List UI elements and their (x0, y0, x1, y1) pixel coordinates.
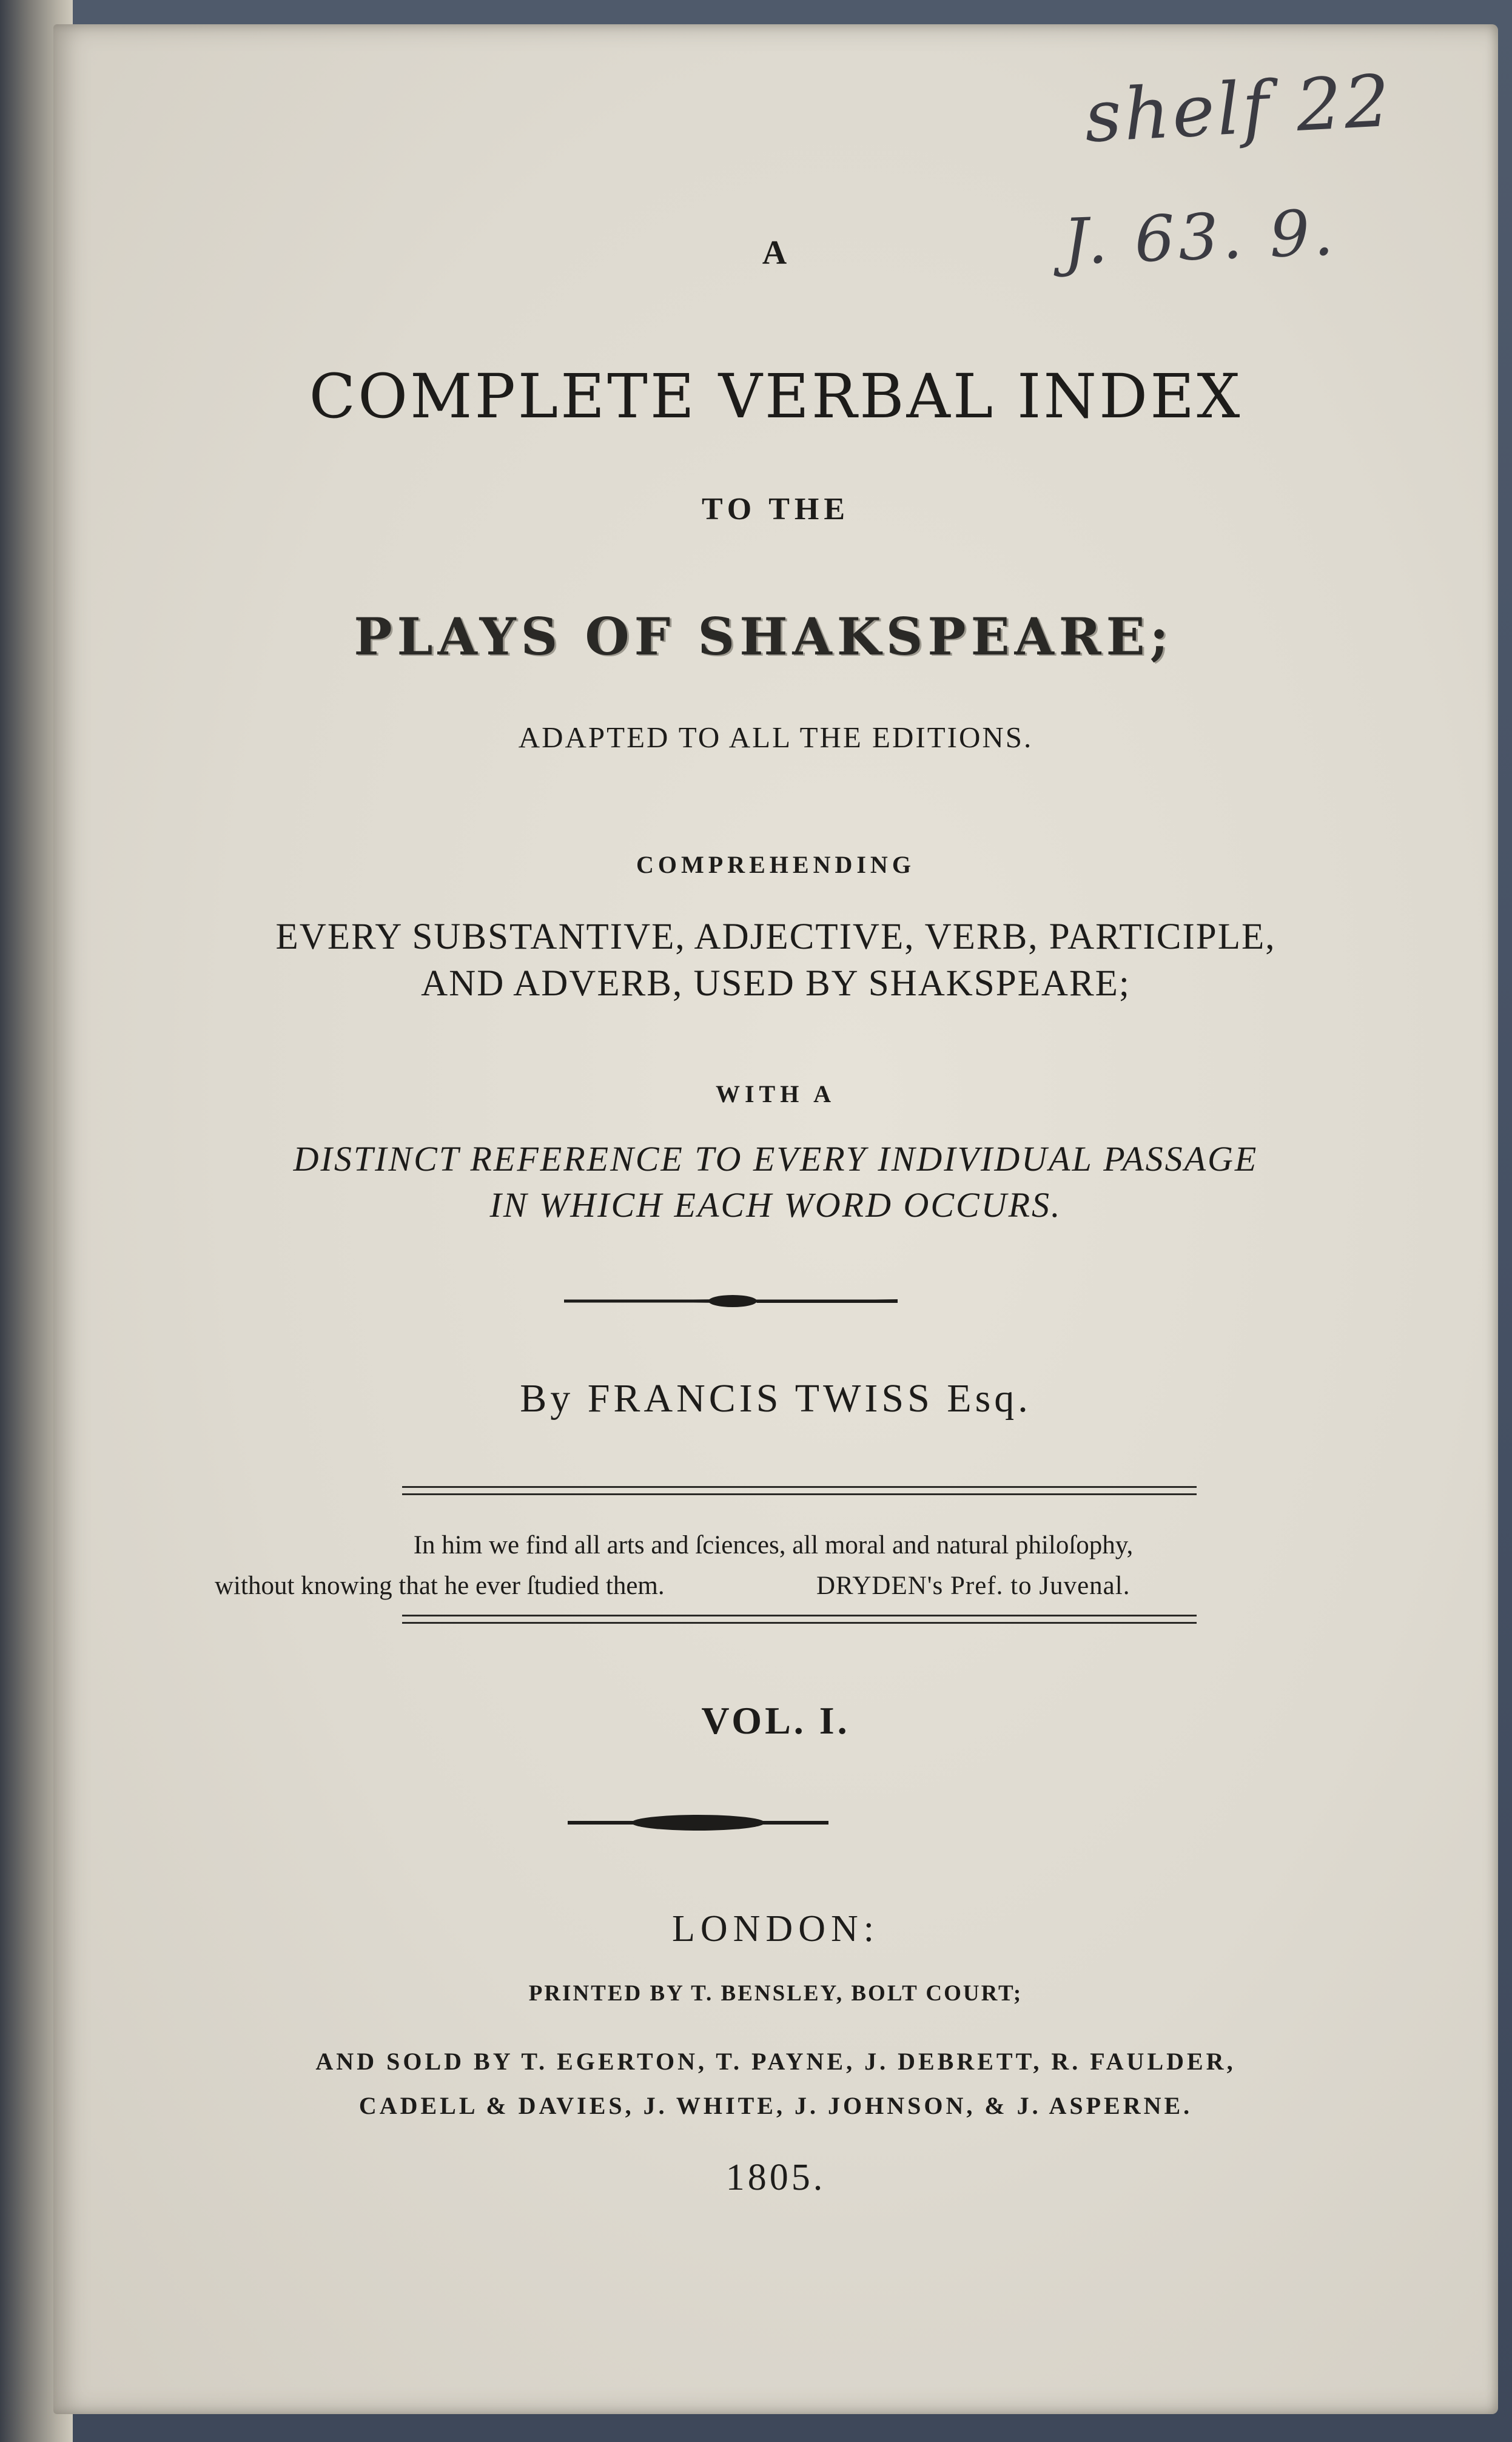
epigraph-line-2: without knowing that he ever ſtudied them. (215, 1572, 665, 1600)
epigraph-rule-bottom-1 (402, 1615, 1197, 1616)
adapted-line: ADAPTED TO ALL THE EDITIONS. (518, 721, 1033, 754)
title-page (53, 24, 1498, 2414)
reference-line-2: IN WHICH EACH WORD OCCURS. (489, 1185, 1062, 1225)
epigraph-rule-top-1 (402, 1486, 1197, 1488)
scope-line-2: AND ADVERB, USED BY SHAKSPEARE; (421, 963, 1131, 1004)
printer-line: PRINTED BY T. BENSLEY, BOLT COURT; (528, 1981, 1023, 2006)
city-line: LONDON: (672, 1908, 879, 1949)
epigraph-source: DRYDEN's Pref. to Juvenal. (816, 1572, 1131, 1600)
handwritten-shelf-mark: shelf 22 (1082, 58, 1394, 159)
epigraph-line-1: In him we find all arts and ſciences, all moral and natural philoſophy, (413, 1531, 1134, 1559)
title-article: A (762, 234, 790, 272)
handwritten-call-number: J. 63. 9. (1062, 195, 1339, 279)
sellers-line-2: CADELL & DAVIES, J. WHITE, J. JOHNSON, & J. ASPERNE. (358, 2092, 1193, 2119)
epigraph-rule-bottom-2 (402, 1622, 1197, 1624)
scope-line-1: EVERY SUBSTANTIVE, ADJECTIVE, VERB, PARTICIPLE, (275, 917, 1276, 957)
epigraph-rule-top-2 (402, 1493, 1197, 1495)
ornamental-rule-upper (53, 1289, 1498, 1313)
reference-line-1: DISTINCT REFERENCE TO EVERY INDIVIDUAL PASSAGE (293, 1139, 1258, 1179)
with-a-line: WITH A (715, 1080, 836, 1108)
main-title: COMPLETE VERBAL INDEX (309, 361, 1243, 432)
to-the-line: TO THE (701, 492, 850, 526)
ornamental-rule-lower (53, 1811, 1498, 1835)
comprehending-line: COMPREHENDING (636, 851, 915, 878)
volume-line: VOL. I. (701, 1699, 850, 1742)
author-line: By FRANCIS TWISS Esq. (520, 1376, 1032, 1421)
year-line: 1805. (725, 2157, 826, 2198)
sellers-line-1: AND SOLD BY T. EGERTON, T. PAYNE, J. DEBRETT, R. FAULDER, (315, 2048, 1236, 2075)
plays-title: PLAYS OF SHAKSPEARE; (354, 607, 1174, 667)
